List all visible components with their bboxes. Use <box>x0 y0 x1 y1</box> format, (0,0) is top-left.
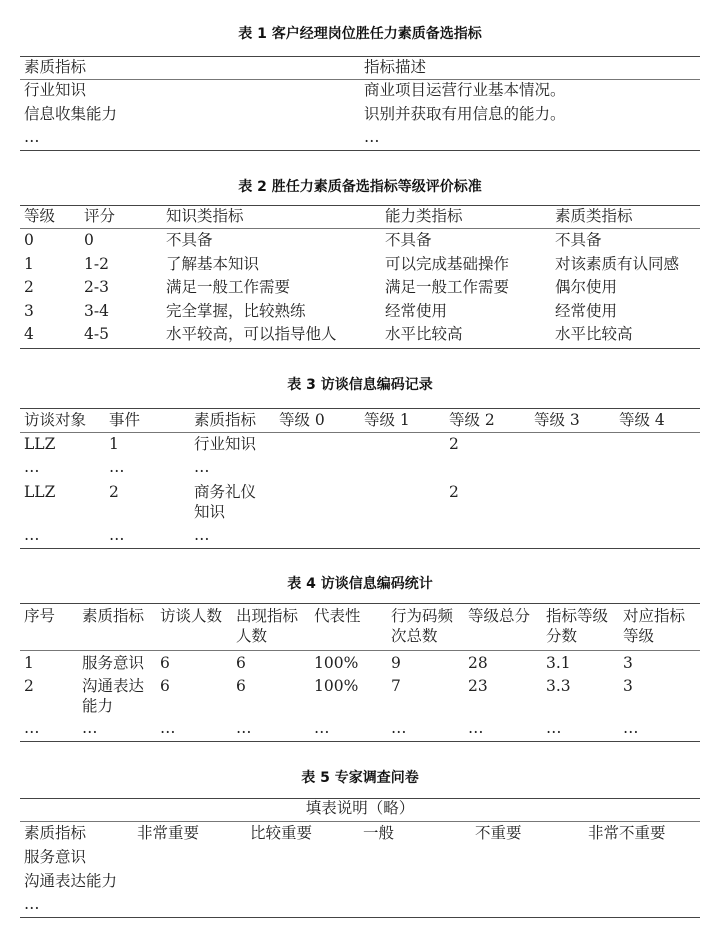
table2-cell: 经常使用 <box>385 302 448 320</box>
table4-caption: 表 4 访谈信息编码统计 <box>287 576 433 592</box>
table3-cell: … <box>194 458 210 476</box>
table2-cell: 4-5 <box>84 325 109 343</box>
table2-header: 素质类指标 <box>555 207 633 225</box>
table4-cell: … <box>314 719 330 737</box>
table2-cell: 4 <box>24 325 34 343</box>
table2-cell: 3 <box>24 302 34 320</box>
table4-cell: 2 <box>24 677 34 695</box>
table3-cell: 商务礼仪 知识 <box>194 483 257 521</box>
table3-header: 等级 3 <box>534 411 580 429</box>
table5-header: 非常不重要 <box>588 824 666 842</box>
table3-header: 等级 2 <box>449 411 495 429</box>
table3-cell: 行业知识 <box>194 435 257 453</box>
table4-header: 出现指标 人数 <box>236 607 299 645</box>
table3-cell: … <box>24 458 40 476</box>
table4-header: 代表性 <box>314 607 361 625</box>
table4-cell: 3 <box>623 677 633 695</box>
table4-cell: 6 <box>236 654 246 672</box>
table1-header: 指标描述 <box>364 58 427 76</box>
table4-cell: … <box>623 719 639 737</box>
table3-header: 等级 1 <box>364 411 410 429</box>
table1-cell: 行业知识 <box>24 81 87 99</box>
table-rule <box>20 408 700 409</box>
table-rule <box>20 917 700 918</box>
table3-cell: … <box>24 526 40 544</box>
table3-cell: 2 <box>449 483 459 501</box>
table3-cell: … <box>109 526 125 544</box>
table3-header: 等级 0 <box>279 411 325 429</box>
table2-cell: 满足一般工作需要 <box>385 278 510 296</box>
table2-cell: 0 <box>24 231 34 249</box>
table4-cell: … <box>546 719 562 737</box>
table4-cell: 100% <box>314 654 359 672</box>
table3-cell: … <box>109 458 125 476</box>
table4-header: 行为码频 次总数 <box>391 607 454 645</box>
table4-cell: 3.1 <box>546 654 571 672</box>
table3-header: 等级 4 <box>619 411 665 429</box>
table4-cell: … <box>82 719 98 737</box>
table-rule <box>20 228 700 229</box>
table4-cell: … <box>468 719 484 737</box>
table4-cell: … <box>236 719 252 737</box>
table4-header: 等级总分 <box>468 607 531 625</box>
table2-caption: 表 2 胜任力素质备选指标等级评价标准 <box>238 179 482 195</box>
table1-cell: 商业项目运营行业基本情况。 <box>364 81 566 99</box>
table4-cell: 3 <box>623 654 633 672</box>
table-rule <box>20 741 700 742</box>
table3-cell: LLZ <box>24 435 56 453</box>
table-rule <box>20 79 700 80</box>
table5-cell: 服务意识 <box>24 848 87 866</box>
table1-header: 素质指标 <box>24 58 87 76</box>
table3-header: 素质指标 <box>194 411 257 429</box>
table1-caption: 表 1 客户经理岗位胜任力素质备选指标 <box>238 26 482 42</box>
table5-cell: 沟通表达能力 <box>24 872 118 890</box>
table-rule <box>20 56 700 57</box>
table2-cell: 经常使用 <box>555 302 618 320</box>
table5-header: 非常重要 <box>137 824 200 842</box>
table-rule <box>20 603 700 604</box>
table2-cell: 完全掌握，比较熟练 <box>166 302 306 320</box>
table3-caption: 表 3 访谈信息编码记录 <box>287 377 433 393</box>
table2-header: 等级 <box>24 207 56 225</box>
table3-header: 访谈对象 <box>24 411 87 429</box>
table2-header: 知识类指标 <box>166 207 244 225</box>
table4-cell: … <box>391 719 407 737</box>
table4-cell: 1 <box>24 654 34 672</box>
table5-header: 不重要 <box>475 824 522 842</box>
table2-cell: 对该素质有认同感 <box>555 255 680 273</box>
table4-header: 对应指标 等级 <box>623 607 686 645</box>
table4-cell: 23 <box>468 677 488 695</box>
table3-cell: LLZ <box>24 483 56 501</box>
table4-header: 素质指标 <box>82 607 145 625</box>
table3-cell: 1 <box>109 435 119 453</box>
table2-cell: 不具备 <box>166 231 213 249</box>
table1-cell: 信息收集能力 <box>24 105 118 123</box>
table2-cell: 不具备 <box>385 231 432 249</box>
table5-note: 填表说明（略） <box>305 799 415 817</box>
table-rule <box>20 150 700 151</box>
table5-header: 比较重要 <box>250 824 313 842</box>
table4-cell: 沟通表达 能力 <box>82 677 145 715</box>
table2-cell: 满足一般工作需要 <box>166 278 291 296</box>
table4-cell: 9 <box>391 654 401 672</box>
table2-cell: 0 <box>84 231 94 249</box>
table2-header: 能力类指标 <box>385 207 463 225</box>
table-rule <box>20 548 700 549</box>
table2-cell: 3-4 <box>84 302 109 320</box>
table4-header: 指标等级 分数 <box>546 607 609 645</box>
table4-cell: 6 <box>160 677 170 695</box>
table5-header: 一般 <box>363 824 395 842</box>
table4-cell: 6 <box>160 654 170 672</box>
table1-cell: … <box>364 128 380 146</box>
table2-cell: 不具备 <box>555 231 602 249</box>
table2-cell: 1 <box>24 255 34 273</box>
table4-cell: … <box>24 719 40 737</box>
table3-cell: … <box>194 526 210 544</box>
table2-cell: 水平比较高 <box>555 325 633 343</box>
table2-header: 评分 <box>84 207 116 225</box>
table2-cell: 水平较高，可以指导他人 <box>166 325 337 343</box>
table5-cell: … <box>24 895 40 913</box>
table2-cell: 了解基本知识 <box>166 255 260 273</box>
table4-header: 访谈人数 <box>160 607 223 625</box>
table2-cell: 可以完成基础操作 <box>385 255 510 273</box>
table2-cell: 1-2 <box>84 255 109 273</box>
table2-cell: 2-3 <box>84 278 109 296</box>
table3-header: 事件 <box>109 411 141 429</box>
table3-cell: 2 <box>109 483 119 501</box>
table5-header: 素质指标 <box>24 824 87 842</box>
table1-cell: … <box>24 128 40 146</box>
table4-cell: 6 <box>236 677 246 695</box>
table3-cell: 2 <box>449 435 459 453</box>
table-rule <box>20 348 700 349</box>
table4-cell: … <box>160 719 176 737</box>
table2-cell: 水平比较高 <box>385 325 463 343</box>
table1-cell: 识别并获取有用信息的能力。 <box>364 105 566 123</box>
table4-cell: 28 <box>468 654 488 672</box>
table4-cell: 100% <box>314 677 359 695</box>
table5-caption: 表 5 专家调查问卷 <box>301 770 419 786</box>
table2-cell: 2 <box>24 278 34 296</box>
table-rule <box>20 821 700 822</box>
table2-cell: 偶尔使用 <box>555 278 618 296</box>
table-rule <box>20 432 700 433</box>
table4-header: 序号 <box>24 607 56 625</box>
table4-cell: 3.3 <box>546 677 571 695</box>
table-rule <box>20 650 700 651</box>
table4-cell: 服务意识 <box>82 654 145 672</box>
table4-cell: 7 <box>391 677 401 695</box>
